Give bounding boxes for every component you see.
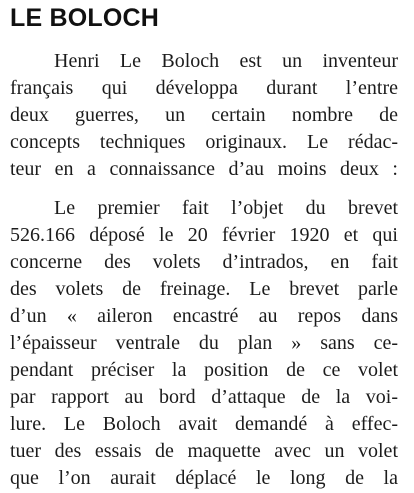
- text-line: 526.166 déposé le 20 février 1920 et qui: [10, 224, 398, 246]
- text-line: Henri Le Boloch est un inventeur: [54, 50, 398, 72]
- text-line: Le premier fait l’objet du brevet: [54, 197, 398, 219]
- text-line: que l’on aurait déplacé le long de la: [10, 467, 398, 489]
- text-line: deux guerres, un certain nombre de: [10, 104, 398, 126]
- text-line: par rapport au bord d’attaque de la voi-: [10, 386, 398, 408]
- text-line: d’un « aileron encastré au repos dans: [10, 305, 398, 327]
- text-line: tuer des essais de maquette avec un volet: [10, 440, 398, 462]
- text-line: pendant préciser la position de ce volet: [10, 359, 398, 381]
- article-heading: LE BOLOCH: [10, 4, 160, 32]
- paragraph-2: [10, 195, 398, 492]
- text-line: concepts techniques originaux. Le rédac-: [10, 131, 398, 153]
- paragraph-1: [10, 48, 398, 183]
- text-line: teur en a connaissance d’au moins deux :: [10, 158, 398, 180]
- text-line: lure. Le Boloch avait demandé à effec-: [10, 413, 398, 435]
- article-body: [10, 48, 398, 492]
- text-line: des volets de freinage. Le brevet parle: [10, 278, 398, 300]
- text-line: l’épaisseur ventrale du plan » sans ce-: [10, 332, 398, 354]
- text-line: concerne des volets d’intrados, en fait: [10, 251, 398, 273]
- text-line: français qui développa durant l’entre: [10, 77, 398, 99]
